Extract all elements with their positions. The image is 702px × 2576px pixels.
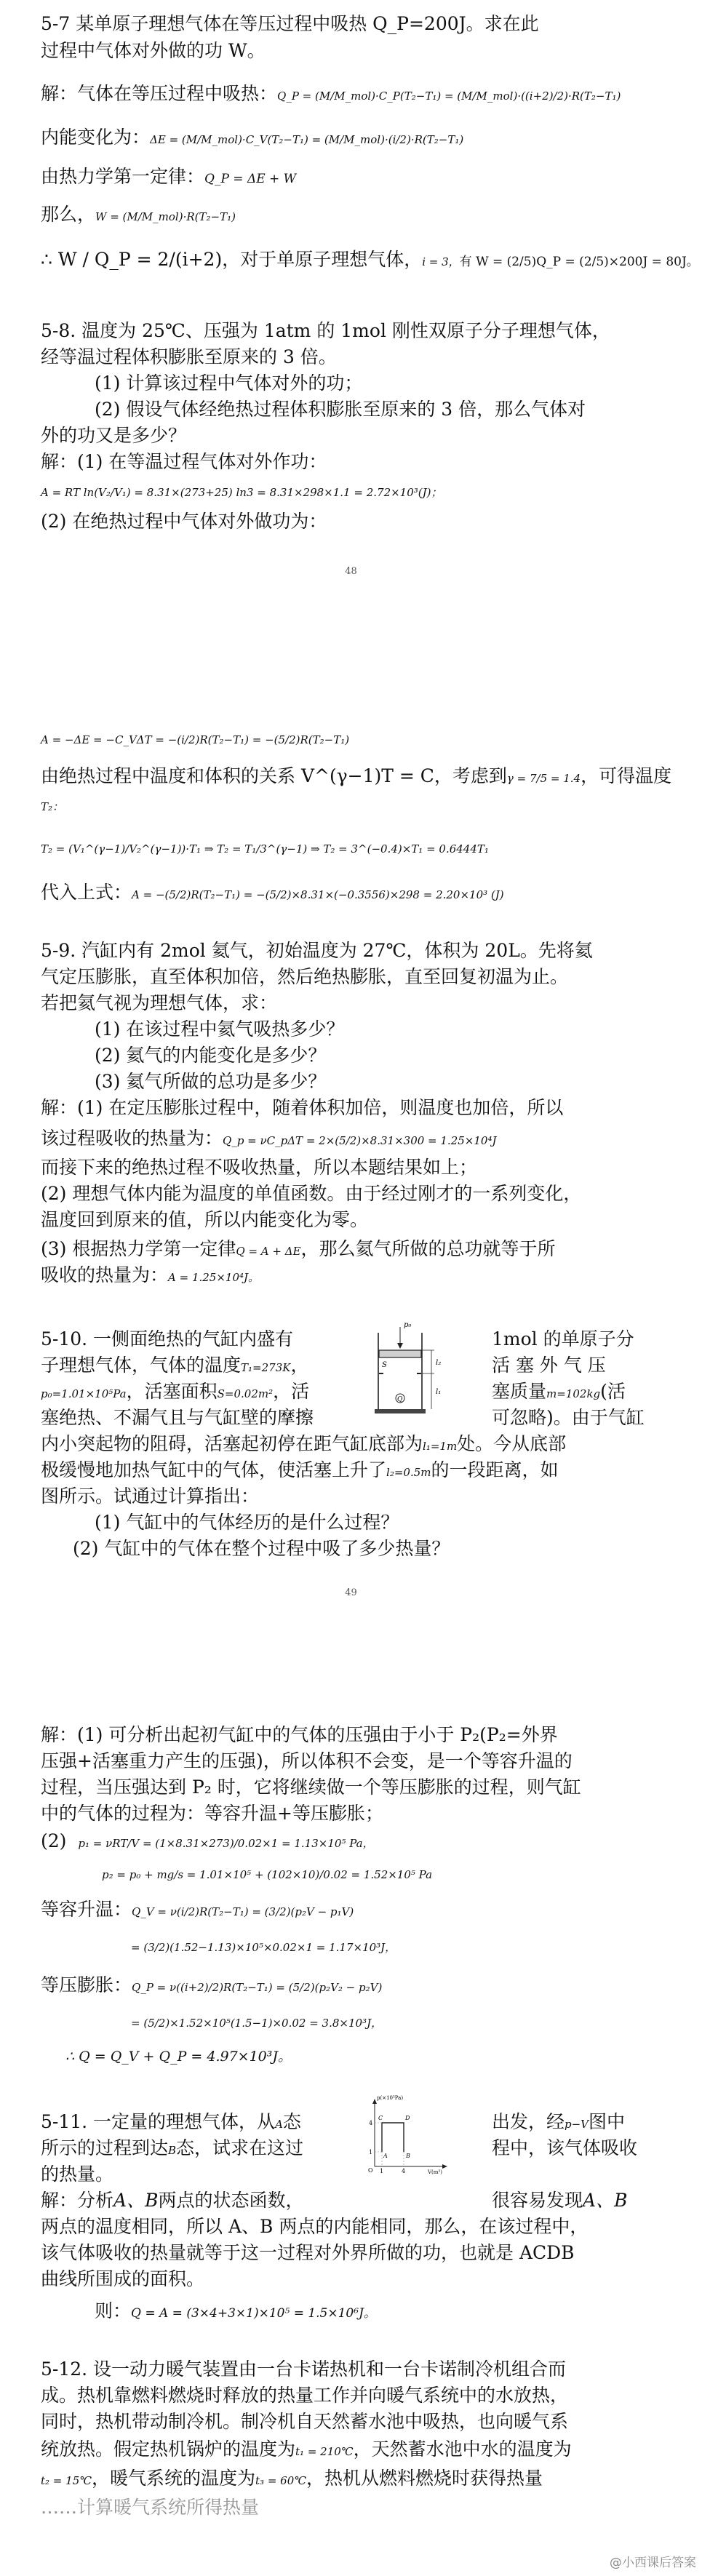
page-number-48: 48 [345, 566, 357, 577]
tick-p1: 1 [369, 2149, 373, 2156]
p58-line-10 [41, 764, 673, 791]
p510-line-3-right [492, 1379, 626, 1406]
p59-line-12-tail: ，那么氦气所做的总功就等于所 [300, 1238, 556, 1259]
v-axis-label: V(m³) [428, 2169, 442, 2175]
p57-line-5 [41, 164, 673, 191]
p58-eq-gamma: γ = 7/5 = 1.4 [506, 772, 581, 785]
p57-line-3 [41, 81, 673, 108]
p511-line-2-right: 程中，该气体吸收 [492, 2137, 638, 2158]
p512-line-6: ……计算暖气系统所得热量 [41, 2497, 260, 2518]
p511-line-1-depart: 出发，经 [492, 2111, 565, 2132]
p58-eq-t2: T₂ = (V₁^(γ−1)/V₂^(γ−1))·T₁ ⇒ T₂ = T₁/3^(γ−1) ⇒ T₂ = 3^(−0.4)×T₁ = 0.6444T₁ [41, 842, 489, 856]
p59-eq-qp: Q_p = νC_pΔT = 2×(5/2)×8.31×300 = 1.25×10⁴J [223, 1134, 497, 1147]
p0-arrow-head [397, 1343, 403, 1349]
p512-t1: t₁ = 210℃ [295, 2445, 354, 2458]
p511-line-8 [95, 2299, 673, 2326]
watermark: @小西课后答案 [610, 2556, 696, 2570]
p511-line-4-text: 解：分析 [41, 2190, 114, 2211]
p57-line-7-text: ∴ W / Q_P = 2/(i+2)，对于单原子理想气体， [41, 249, 423, 270]
p59-line-13 [41, 1263, 673, 1290]
p511-line-1 [41, 2110, 673, 2137]
p57-line-6 [41, 202, 673, 229]
p57-line-6-text: 那么， [41, 204, 96, 225]
p57-line-1: 5-7 某单原子理想气体在等压过程中吸热 Q_P=200J。求在此 [41, 13, 539, 34]
p57-eq-de: ΔE = (M/M_mol)·C_V(T₂−T₁) = (M/M_mol)·(i/2)·R(T₂−T₁) [150, 133, 464, 146]
p510-line-6-text: 极缓慢地加热气缸中的气体，使活塞上升了 [41, 1459, 387, 1480]
p59-line-8 [41, 1126, 673, 1153]
p510-line-1-right: 1mol 的单原子分 [492, 1328, 634, 1349]
p512-line-4 [41, 2437, 673, 2464]
tick-p4: 4 [369, 2120, 373, 2126]
p510-line-5-tail: 处。今从底部 [457, 1433, 567, 1454]
p511-state-b: B [168, 2144, 177, 2157]
p511-ab-1: A、B [113, 2190, 159, 2211]
p512-line-5 [41, 2466, 673, 2493]
p510-isobaric-label: 等压膨胀： [41, 1974, 132, 1995]
origin-label: O [368, 2167, 373, 2174]
p510-line-3-text: ，活塞面积 [126, 1381, 218, 1402]
p59-line-5: (2) 氦气的内能变化是多少？ [95, 1045, 327, 1066]
p57-eq-qp: Q_P = (M/M_mol)·C_P(T₂−T₁) = (M/M_mol)·((i+2)/2)·R(T₂−T₁) [277, 89, 621, 103]
tick-v1: 1 [380, 2168, 384, 2174]
p510-eq-p1: p₁ = νRT/V = (1×8.31×273)/0.02×1 = 1.13×10⁵ Pa， [78, 1837, 374, 1850]
p511-line-4 [41, 2188, 673, 2213]
p510-eq-total: ∴ Q = Q_V + Q_P = 4.97×10³J。 [65, 2049, 292, 2065]
process-path-acdb [382, 2123, 404, 2152]
p512-line-5-text: ，暖气系统的温度为 [92, 2468, 256, 2489]
p58-line-4: (2) 假设气体经绝热过程体积膨胀至原来的 3 倍，那么气体对 [95, 399, 586, 420]
p512-line-3: 同时，热机带动制冷机。制冷机自天然蓄水池中吸热，也向暖气系 [41, 2411, 569, 2432]
p511-line-1-tail: 图中 [589, 2111, 626, 2132]
page-number-49: 49 [345, 1587, 357, 1598]
fig-label-l2: l₂ [436, 1359, 442, 1367]
p511-line-1-text: 5-11. 一定量的理想气体，从 [41, 2111, 276, 2132]
p59-line-2: 气定压膨胀，直至体积加倍，然后绝热膨胀，直至回复初温为止。 [41, 966, 569, 987]
p511-pv: p−V [565, 2118, 589, 2131]
p57-line-3-text: 解：气体在等压过程中吸热： [41, 83, 278, 104]
p511-line-7: 曲线所围成的面积。 [41, 2268, 205, 2289]
p512-t2: t₂ = 15℃ [41, 2474, 92, 2487]
p58-line-10-text: 由绝热过程中温度和体积的关系 V^(γ−1)T = C，考虑到 [41, 765, 507, 786]
p59-line-7: 解：(1) 在定压膨胀过程中，随着体积加倍，则温度也加倍，所以 [41, 1097, 564, 1118]
p510-line-8: (1) 气缸中的气体经历的是什么过程？ [95, 1512, 399, 1533]
p57-line-5-text: 由热力学第一定律： [41, 166, 205, 187]
p58-eq-work-isothermal: A = RT ln(V₂/V₁) = 8.31×(273+25) ln3 = 8.31×298×1.1 = 2.72×10³(J)； [41, 486, 442, 499]
p510-line-4-text: 塞绝热、不漏气且与气缸壁的摩擦 [41, 1407, 314, 1428]
p511-line-1-mid: 态 [282, 2111, 301, 2132]
p512-line-5-tail: ，热机从燃料燃烧时获得热量 [306, 2468, 543, 2489]
p510-eq-qv: Q_V = ν(i/2)R(T₂−T₁) = (3/2)(p₂V − p₁V) [132, 1905, 354, 1918]
p510-line-18 [41, 1973, 673, 2000]
p510-line-2 [41, 1353, 673, 1380]
p57-line-2: 过程中气体对外做的功 W。 [41, 40, 266, 61]
p59-line-13-text: 吸收的热量为： [41, 1264, 169, 1285]
p510-line-5 [41, 1432, 673, 1459]
p511-line-1-right [492, 2110, 625, 2137]
p511-ab-2: A、B [583, 2190, 628, 2211]
p57-line-7 [41, 247, 699, 274]
p511-state-a: A [275, 2118, 283, 2131]
piston [379, 1350, 421, 1357]
p511-line-4-found: 很容易发现 [492, 2190, 583, 2211]
p510-line-14-num: (2) [41, 1830, 67, 1851]
p58-eq-work-adiabatic: A = −ΔE = −C_VΔT = −(i/2)R(T₂−T₁) = −(5/2)R(T₂−T₁) [41, 733, 350, 746]
p59-eq-result: A = 1.25×10⁴J。 [168, 1271, 260, 1284]
p510-l2: l₂=0.5m [386, 1466, 431, 1479]
p510-line-4-right: 可忽略)。由于气缸 [492, 1407, 645, 1428]
p58-line-13 [41, 880, 673, 907]
p59-line-10: (2) 理想气体内能为温度的单值函数。由于经过刚才的一系列变化， [41, 1183, 582, 1204]
p510-eq-p2: p₂ = p₀ + mg/s = 1.01×10⁵ + (102×10)/0.02 = 1.52×10⁵ Pa [102, 1868, 433, 1881]
p511-line-2-mid: 态，试求在这过 [176, 2137, 304, 2158]
p57-eq-i: i = 3， [422, 255, 460, 268]
p510-mass: m=102kg [546, 1387, 601, 1400]
p58-line-2: 经等温过程体积膨胀至原来的 3 倍。 [41, 346, 337, 367]
p59-eq-first-law: Q = A + ΔE [236, 1245, 301, 1258]
p512-line-1: 5-12. 设一动力暖气装置由一台卡诺热机和一台卡诺制冷机组合而 [41, 2358, 567, 2380]
p510-eq-qp: Q_P = ν((i+2)/2)R(T₂−T₁) = (5/2)(p₂V₂ − p₂V) [132, 1981, 383, 1994]
p510-line-2-right: 活 塞 外 气 压 [492, 1355, 606, 1376]
cylinder-base [375, 1409, 426, 1413]
p510-line-5-text: 内小突起物的阻碍，活塞起初停在距气缸底部为 [41, 1433, 423, 1454]
p510-line-11: 压强+活塞重力产生的压强)，所以体积不会变，是一个等容升温的 [41, 1750, 573, 1771]
p510-line-2-text: 子理想气体，气体的温度 [41, 1355, 242, 1376]
pv-diagram [364, 2095, 451, 2175]
p57-line-4 [41, 125, 673, 152]
tick-v4: 4 [402, 2168, 406, 2174]
p512-line-4-tail: ，天然蓄水池中水的温度为 [353, 2439, 572, 2460]
p59-line-12-text: (3) 根据热力学第一定律 [41, 1238, 236, 1259]
fig-label-q: Q [397, 1396, 403, 1403]
p511-line-8-text: 则： [95, 2300, 132, 2321]
p59-line-8-text: 该过程吸收的热量为： [41, 1128, 223, 1149]
v-axis-arrow [442, 2164, 447, 2169]
p510-line-4 [41, 1405, 673, 1430]
p58-line-5: 外的功又是多少？ [41, 425, 187, 446]
p510-t1: T₁=273K [241, 1361, 291, 1374]
p510-l1: l₁=1m [423, 1440, 458, 1453]
p57-eq-w: W = (M/M_mol)·R(T₂−T₁) [95, 210, 236, 223]
cylinder-figure [367, 1318, 451, 1427]
p59-line-1: 5-9. 汽缸内有 2mol 氦气，初始温度为 27℃，体积为 20L。先将氦 [41, 940, 593, 961]
p510-line-3 [41, 1379, 673, 1406]
p-axis-label: p(×10⁵Pa) [377, 2095, 404, 2101]
p511-line-4-right [492, 2188, 627, 2213]
fig-label-p0: p₀ [404, 1321, 412, 1329]
p512-t3: t₃ = 60℃ [255, 2474, 307, 2487]
p59-line-11: 温度回到原来的值，所以内能变化为零。 [41, 1209, 369, 1230]
p510-line-7: 图所示。试通过计算指出： [41, 1486, 260, 1507]
p510-line-3-paren: (活 [600, 1381, 626, 1402]
point-b-label: B [406, 2153, 410, 2159]
p58-eq-result: A = −(5/2)R(T₂−T₁) = −(5/2)×8.31×(−0.3556)×298 = 2.20×10³ (J) [132, 888, 504, 901]
p58-line-10-tail: ，可得温度 [581, 765, 672, 786]
p512-line-2: 成。热机靠燃料燃烧时释放的热量工作并向暖气系统中的水放热， [41, 2385, 569, 2406]
p511-eq-result: Q = A = (3×4+3×1)×10⁵ = 1.5×10⁶J。 [131, 2306, 376, 2321]
p57-eq-result: 有 W = (2/5)Q_P = (2/5)×200J = 80J。 [459, 255, 699, 269]
p57-eq-first-law: Q_P = ΔE + W [204, 172, 297, 186]
p510-line-6-tail: 的一段距离，如 [431, 1459, 559, 1480]
point-a-label: A [383, 2153, 388, 2159]
p58-line-8: (2) 在绝热过程中气体对外做功为： [41, 511, 327, 532]
p57-line-4-text: 内能变化为： [41, 127, 151, 148]
p510-line-14 [41, 1829, 673, 1856]
p59-line-4: (1) 在该过程中氦气吸热多少？ [95, 1018, 345, 1040]
p510-line-9: (2) 气缸中的气体在整个过程中吸了多少热量？ [73, 1538, 450, 1559]
point-d-label: D [405, 2115, 410, 2121]
p58-line-11: T₂： [41, 800, 64, 813]
p59-line-12 [41, 1237, 673, 1264]
p59-line-3: 若把氦气视为理想气体，求： [41, 992, 278, 1013]
p510-line-10: 解：(1) 可分析出起初气缸中的气体的压强由于小于 P₂(P₂=外界 [41, 1724, 558, 1745]
fig-label-l1: l₁ [436, 1388, 442, 1396]
p59-line-9: 而接下来的绝热过程不吸收热量，所以本题结果如上； [41, 1157, 478, 1178]
p510-line-13: 中的气体的过程为：等容升温+等压膨胀； [41, 1803, 383, 1824]
p58-line-3: (1) 计算该过程中气体对外的功； [95, 372, 363, 394]
p59-line-6: (3) 氦气所做的总功是多少？ [95, 1071, 327, 1092]
point-c-label: C [378, 2115, 383, 2121]
p58-line-1: 5-8. 温度为 25℃、压强为 1atm 的 1mol 刚性双原子分子理想气体， [41, 320, 610, 341]
p510-line-1 [41, 1327, 673, 1352]
p510-isochoric-label: 等容升温： [41, 1899, 132, 1920]
p510-eq-qp-value: = (5/2)×1.52×10⁵(1.5−1)×0.02 = 3.8×10³J， [131, 2017, 383, 2030]
fig-label-s: S [382, 1361, 387, 1369]
p510-mass-label: 塞质量 [492, 1381, 547, 1402]
p510-line-16 [41, 1897, 673, 1924]
p58-line-13-text: 代入上式： [41, 882, 132, 903]
p510-line-2-comma: ， [290, 1355, 309, 1376]
p512-line-4-text: 统放热。假定热机锅炉的温度为 [41, 2439, 296, 2460]
p511-line-6: 该气体吸收的热量就等于这一过程对外界所做的功，也就是 ACDB [41, 2242, 575, 2263]
p510-line-1-text: 5-10. 一侧面绝热的气缸内盛有 [41, 1328, 294, 1349]
p510-eq-qv-value: = (3/2)(1.52−1.13)×10⁵×0.02×1 = 1.17×10³J， [131, 1941, 396, 1954]
p510-s: S=0.02m² [217, 1387, 274, 1400]
p511-line-2-text: 所示的过程到达 [41, 2137, 169, 2158]
p511-line-3: 的热量。 [41, 2164, 114, 2185]
p510-line-3-comma: ，活 [273, 1381, 310, 1402]
p510-p0: p₀=1.01×10⁵Pa [41, 1387, 127, 1400]
p511-line-4-mid: 两点的状态函数， [158, 2190, 304, 2211]
p510-line-6 [41, 1458, 673, 1485]
p511-line-5: 两点的温度相同，所以 A、B 两点的内能相同，那么，在该过程中， [41, 2216, 589, 2237]
p511-line-2 [41, 2136, 673, 2163]
p58-line-6: 解：(1) 在等温过程气体对外作功： [41, 451, 327, 472]
p510-line-12: 过程，当压强达到 P₂ 时，它将继续做一个等压膨胀的过程，则气缸 [41, 1777, 581, 1798]
